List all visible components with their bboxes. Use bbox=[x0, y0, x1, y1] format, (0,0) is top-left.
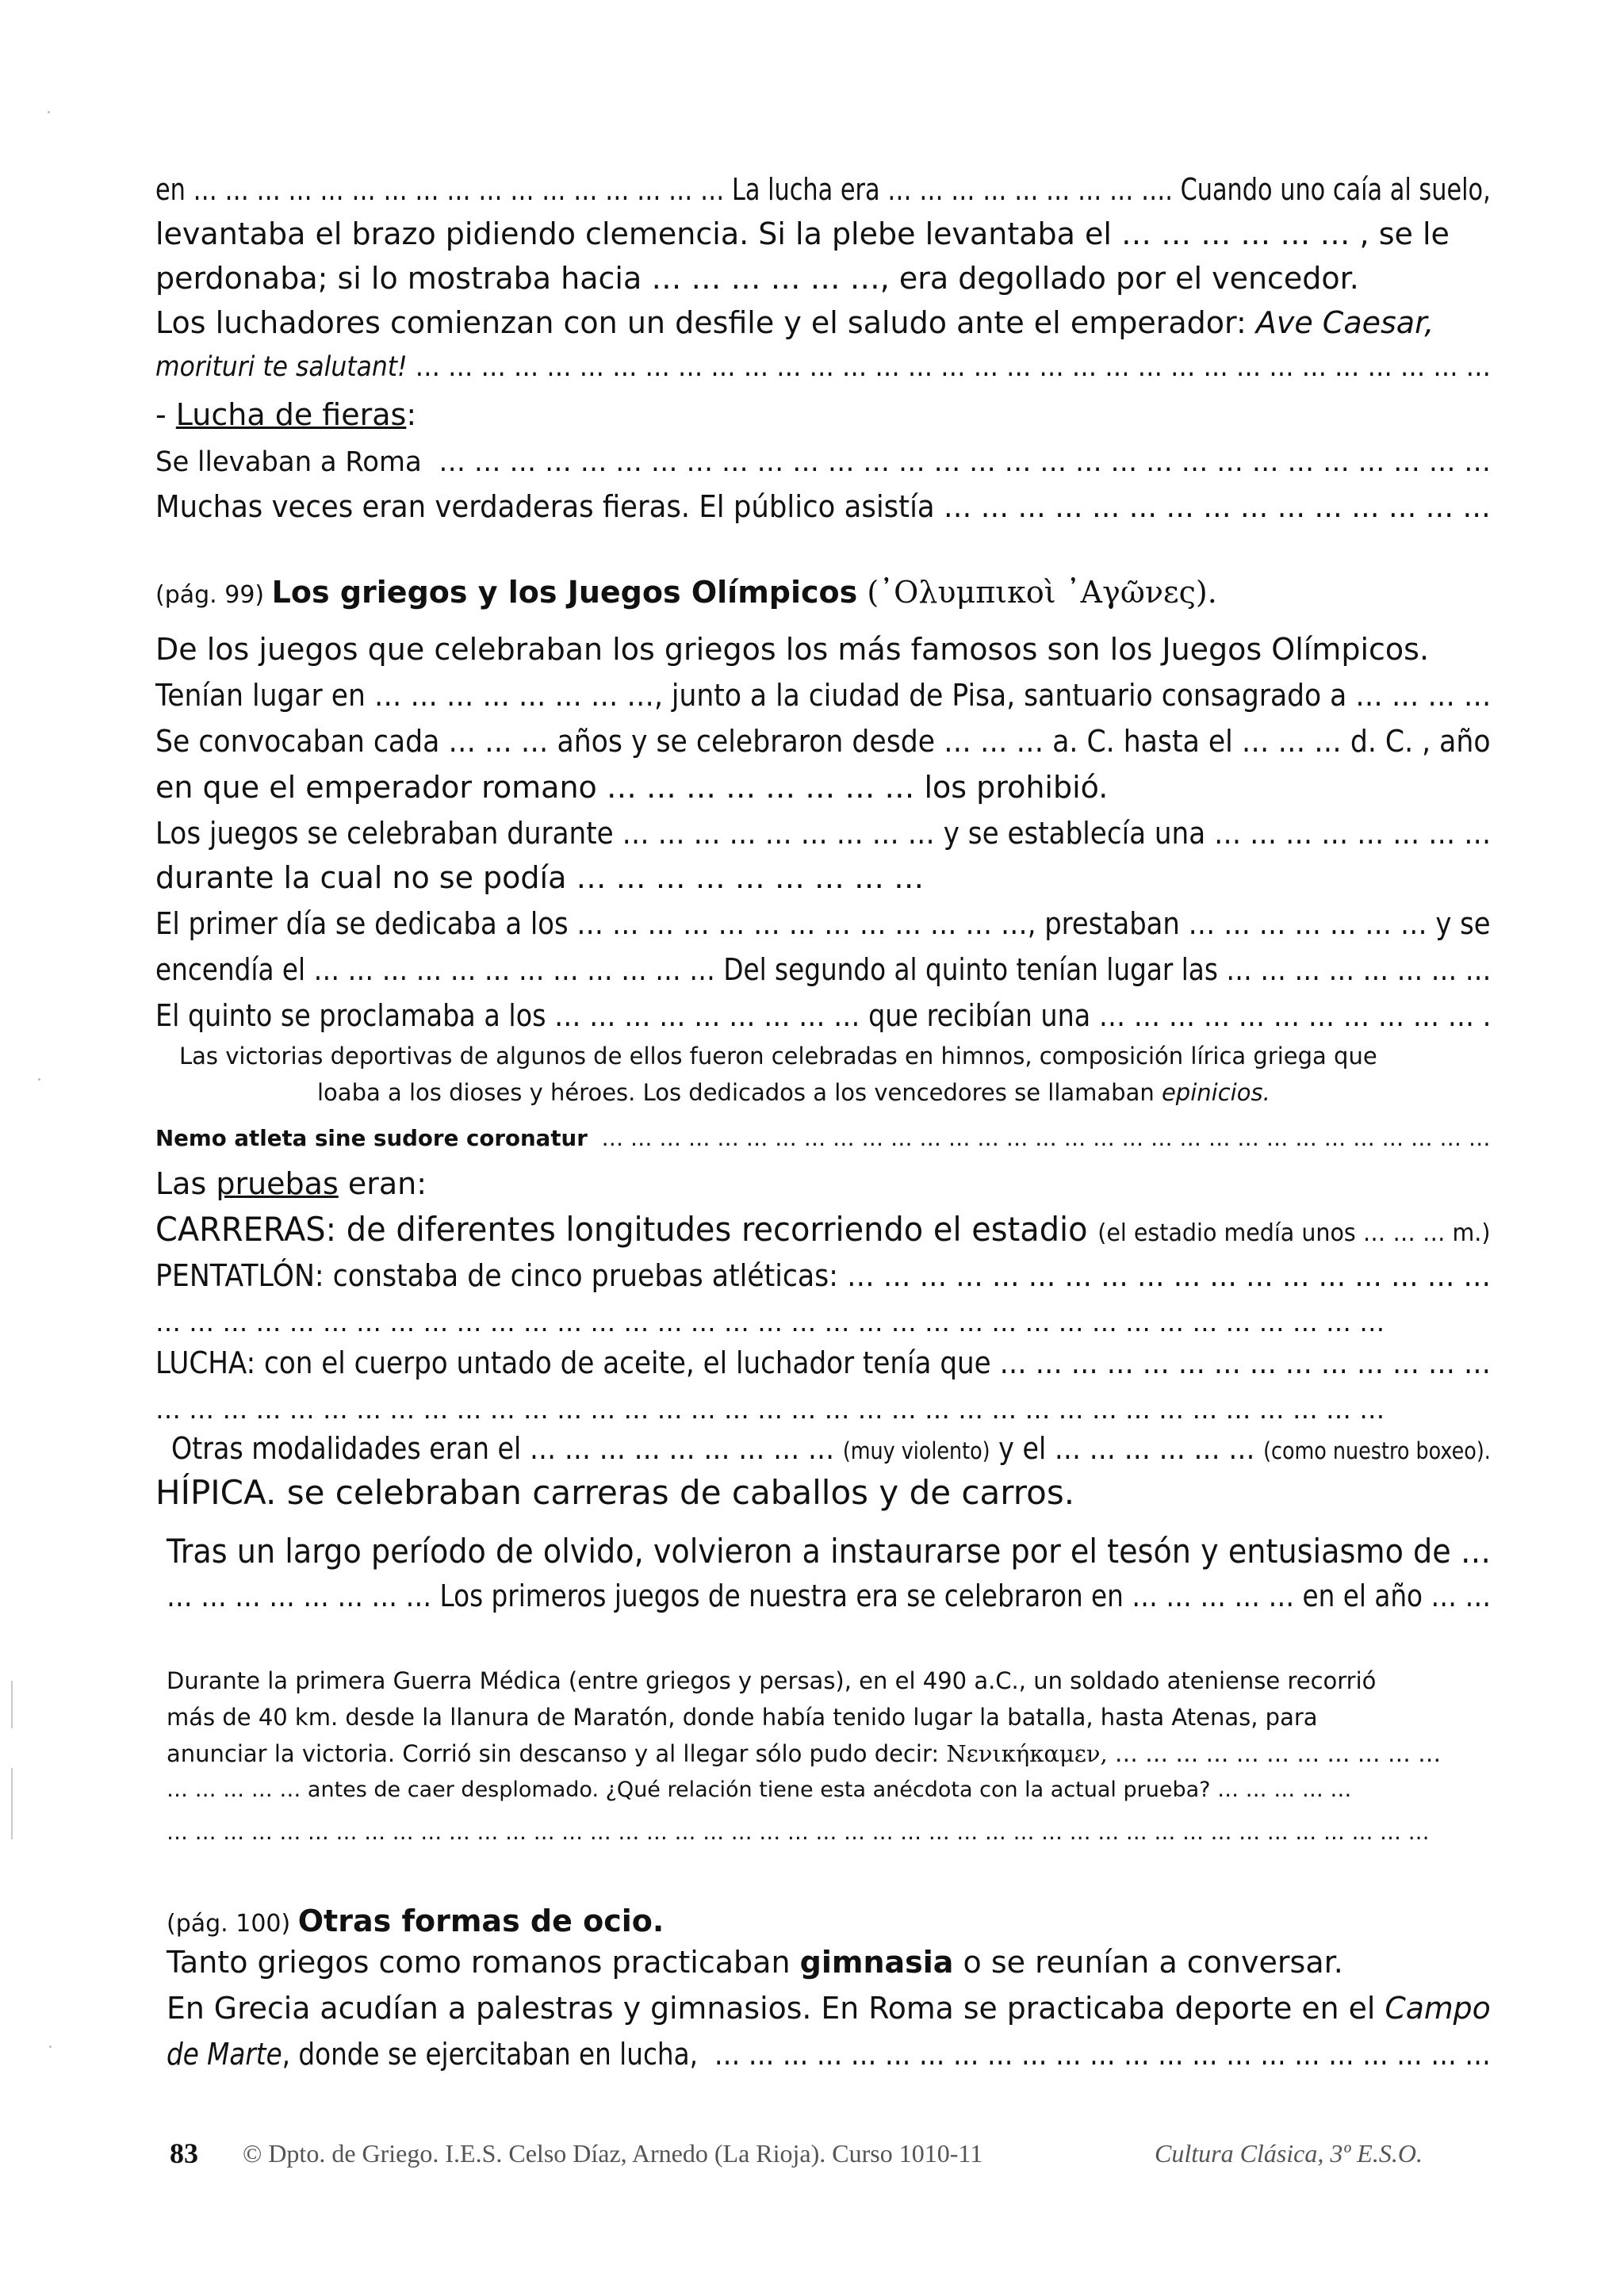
text-line: PENTATLÓN: constaba de cinco pruebas atléticas: … … … … … … … … … … … … … … … … … … bbox=[155, 1258, 1492, 1293]
scan-speck bbox=[38, 1078, 40, 1081]
scan-margin-mark bbox=[11, 1768, 13, 1839]
text-line: Se llevaban a Roma … … … … … … … … … … … … … … … … … … … … … … … … … … … … … … bbox=[155, 446, 1492, 478]
text-line: Tanto griegos como romanos practicaban gimnasia o se reunían a conversar. bbox=[167, 1945, 1343, 1980]
text-line: en … … … … … … … … … … … … … … … … … La lucha era … … … … … … … … …. Cuando uno caía al suelo, bbox=[155, 172, 1491, 207]
text-line: Las pruebas eran: bbox=[155, 1166, 427, 1201]
text-line: Se convocaban cada … … … años y se celebraron desde … … … a. C. hasta el … … … d. C. , año bbox=[155, 724, 1491, 759]
text-line: Tenían lugar en … … … … … … … …, junto a la ciudad de Pisa, santuario consagrado a … … … … bbox=[155, 678, 1492, 713]
text-line: El quinto se proclamaba a los … … … … … … … … … que recibían una … … … … … … … … … … … . bbox=[155, 998, 1492, 1033]
text-line: morituri te salutant! … … … … … … … … … … … … … … … … … … … … … … … … … … … … … … … … … bbox=[155, 351, 1492, 383]
text-line: encendía el … … … … … … … … … … … … Del segundo al quinto tenían lugar las … … … … … … … … bbox=[155, 952, 1492, 987]
text-line: de Marte, donde se ejercitaban en lucha, … … … … … … … … … … … … … … … … … … … … … … … bbox=[167, 2037, 1491, 2072]
note-line: más de 40 km. desde la llanura de Maratón, donde había tenido lugar la batalla, hasta Atenas, para bbox=[167, 1704, 1318, 1731]
answer-line: … … … … … … … … … … … … … … … … … … … … … … … … … … … … … … … … … … … … … bbox=[155, 1307, 1385, 1337]
text-line: Otras modalidades eran el … … … … … … … … … (muy violento) y el … … … … … … (como nuestro boxeo). bbox=[171, 1431, 1491, 1466]
answer-line: … … … … … … … … … … … … … … … … … … … … … … … … … … … … … … … … … … … … … bbox=[155, 1395, 1385, 1425]
text-line: De los juegos que celebraban los griegos los más famosos son los Juegos Olímpicos. bbox=[155, 632, 1430, 667]
text-line: En Grecia acudían a palestras y gimnasios. En Roma se practicaba deporte en el Campo bbox=[167, 1991, 1491, 2026]
text-line: El primer día se dedicaba a los … … … … … … … … … … … … …, prestaban … … … … … … … y se bbox=[155, 906, 1491, 941]
section-heading-lucha-de-fieras: - Lucha de fieras: bbox=[155, 397, 417, 432]
text-line: LUCHA: con el cuerpo untado de aceite, el luchador tenía que … … … … … … … … … … … … … … bbox=[155, 1345, 1492, 1380]
note-line: Durante la primera Guerra Médica (entre griegos y persas), en el 490 a.C., un soldado ateniense recorrió bbox=[167, 1667, 1377, 1694]
page-number: 83 bbox=[170, 2137, 198, 2169]
text-line: Tras un largo período de olvido, volvieron a instaurarse por el tesón y entusiasmo de … bbox=[167, 1532, 1492, 1571]
scan-speck bbox=[48, 111, 50, 113]
text-line: durante la cual no se podía … … … … … … … … … bbox=[155, 860, 925, 895]
note-line: loaba a los dioses y héroes. Los dedicados a los vencedores se llamaban epinicios. bbox=[317, 1079, 1270, 1106]
text-line: perdonaba; si lo mostraba hacia … … … … … …, era degollado por el vencedor. bbox=[155, 261, 1359, 296]
note-line: … … … … … antes de caer desplomado. ¿Qué relación tiene esta anécdota con la actual prueba? … … … … … bbox=[167, 1777, 1352, 1802]
note-line: anunciar la victoria. Corrió sin descanso y al llegar sólo pudo decir: Νενικήκαμεν, … … … … … … … … … … … bbox=[167, 1740, 1442, 1767]
section-heading-otras-formas-de-ocio: (pág. 100) Otras formas de ocio. bbox=[167, 1904, 665, 1938]
text-line: Muchas veces eran verdaderas fieras. El público asistía … … … … … … … … … … … … … … … bbox=[155, 489, 1491, 524]
text-line: Los luchadores comienzan con un desfile y el saludo ante el emperador: Ave Caesar, bbox=[155, 305, 1434, 340]
text-line: Los juegos se celebraban durante … … … … … … … … … y se establecía una … … … … … … … … bbox=[155, 816, 1492, 851]
scan-margin-mark bbox=[11, 1681, 13, 1728]
text-line: en que el emperador romano … … … … … … … … los prohibió. bbox=[155, 770, 1109, 805]
note-line: Las victorias deportivas de algunos de ellos fueron celebradas en himnos, composición lírica griega que bbox=[179, 1043, 1377, 1070]
text-line: HÍPICA. se celebraban carreras de caballos y de carros. bbox=[155, 1473, 1075, 1512]
text-line: levantaba el brazo pidiendo clemencia. Si la plebe levantaba el … … … … … … , se le bbox=[155, 216, 1450, 251]
text-line: … … … … … … … … Los primeros juegos de nuestra era se celebraron en … … … … … en el año … … bbox=[167, 1578, 1492, 1613]
latin-motto: Nemo atleta sine sudore coronatur … … … … … … … … … … … … … … … … … … … … … … … … … … … … … … … bbox=[155, 1125, 1491, 1151]
footer-credit: © Dpto. de Griego. I.E.S. Celso Díaz, Arnedo (La Rioja). Curso 1010-11 bbox=[243, 2139, 983, 2168]
footer-course: Cultura Clásica, 3º E.S.O. bbox=[1155, 2139, 1423, 2168]
section-heading-juegos-olimpicos: (pág. 99) Los griegos y los Juegos Olímpicos (᾿Ολυμπικοὶ ᾿Αγῶνες). bbox=[155, 575, 1217, 610]
answer-line: … … … … … … … … … … … … … … … … … … … … … … … … … … … … … … … … … … … … … … … … … … … … … bbox=[167, 1820, 1430, 1845]
scan-speck bbox=[49, 2045, 52, 2048]
text-line: CARRERAS: de diferentes longitudes recorriendo el estadio (el estadio medía unos … … … m.) bbox=[155, 1210, 1491, 1249]
